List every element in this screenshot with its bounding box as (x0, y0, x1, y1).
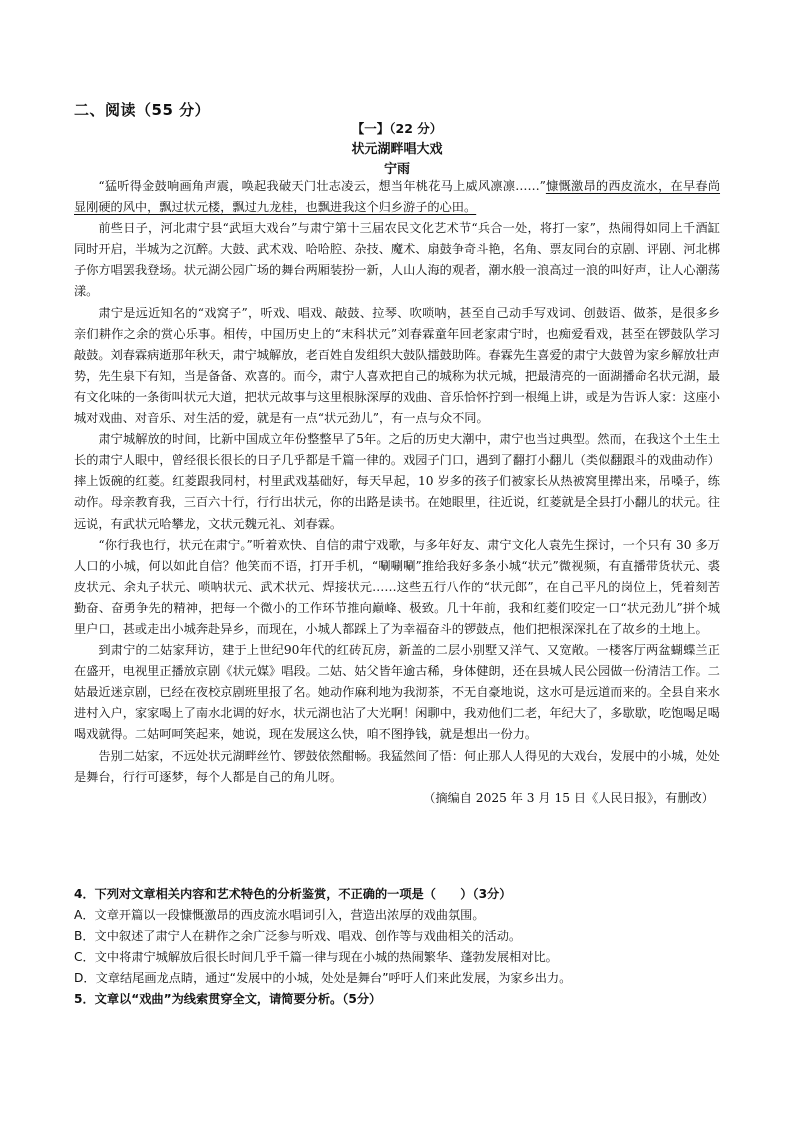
article-author: 宁雨 (383, 162, 410, 177)
article-paragraph: 告别二姑家，不远处状元湖畔丝竹、锣鼓依然酣畅。我猛然间了悟：何止那人人得见的大戏台，发展中的小城，处处是舞台，行行可逐梦，每个人都是自己的角儿呀。 (74, 748, 720, 784)
question-4: 4．下列对文章相关内容和艺术特色的分析鉴赏，不正确的一项是（ ）（3分） (74, 887, 512, 901)
source-note: （摘编自 2025 年 3 月 15 日《人民日报》，有删改） (423, 790, 714, 805)
part-label: 【一】（22 分） (351, 121, 443, 136)
option-d: D．文章结尾画龙点睛，通过“发展中的小城，处处是舞台”呼吁人们来此发展，为家乡出力。 (74, 971, 572, 985)
option-b: B．文中叙述了肃宁人在耕作之余广泛参与听戏、唱戏、创作等与戏曲相关的活动。 (74, 929, 522, 943)
article-paragraph: 到肃宁的二姑家拜访，建于上世纪90年代的红砖瓦房，新盖的二层小别墅又洋气、又宽敞。一楼客厅两盆蝴蝶兰正在盛开，电视里正播放京剧《状元媒》唱段。二姑、姑父皆年逾古稀，身体健朗，还在县城人民公园做一份清洁工作。二姑最近迷京剧，已经在夜校京剧班里报了名。她动作麻利地为我沏茶，不无自豪地说，这水可是远道而来的。全县自来水进村入户，家家喝上了南水北调的好水，状元湖也沾了大光啊！闲聊中，我劝他们二老，年纪大了，多歇歇，吃饱喝足喝喝戏就得。二姑呵呵笑起来，她说，现在发展这么快，咱不图挣钱，就是想出一份力。 (74, 643, 720, 742)
article-paragraph: 前些日子，河北肃宁县“武垣大戏台”与肃宁第十三届农民文化艺术节“兵合一处，将打一家”，热闹得如同上千酒缸同时开启，半城为之沉醉。大鼓、武术戏、哈哈腔、杂技、魔术、扇鼓争奇斗艳，名角、票友同台的京剧、评剧、河北梆子你方唱罢我登场。状元湖公园广场的舞台两厢装扮一新，人山人海的观者，潮水般一浪高过一浪的叫好声，让人心潮荡漾。 (74, 221, 720, 299)
article-body (74, 176, 720, 809)
question-list (74, 884, 734, 1010)
underlined-sentence: 慷慨激昂的西皮流水，在早春尚显刚硬的风中，飘过状元楼，飘过九龙桂，也飘进我这个归乡游子的心田。 (74, 179, 721, 215)
option-a: A．文章开篇以一段慷慨激昂的西皮流水唱词引入，营造出浓厚的戏曲氛围。 (74, 908, 485, 922)
option-c: C．文中将肃宁城解放后很长时间几乎千篇一律与现在小城的热闹繁华、蓬勃发展相对比。 (74, 950, 558, 964)
question-5: 5．文章以“戏曲”为线索贯穿全文，请简要分析。（5分） (74, 992, 382, 1006)
paragraph-intro-text: “猛听得金鼓响画角声震，唤起我破天门壮志凌云，想当年桃花马上威风凛凛……” (98, 179, 546, 193)
article-paragraph (74, 176, 720, 218)
article-paragraph: 肃宁是远近知名的“戏窝子”，听戏、唱戏、敲鼓、拉琴、吹唢呐，甚至自己动手写戏词、创鼓语、做茶，是很多乡亲们耕作之余的赏心乐事。相传，中国历史上的“末科状元”刘春霖童年回老家肃宁时，也痴爱看戏，甚至在锣鼓队学习敲鼓。刘春霖病逝那年秋天，肃宁城解放，老百姓自发组织大鼓队擂鼓助阵。春霖先生喜爱的肃宁大鼓曾为家乡解放壮声势，先生泉下有知，当是备备、欢喜的。而今，肃宁人喜欢把自己的城称为状元城，把最清亮的一面湖播命名状元湖，最有文化味的一条街叫状元大道，把状元故事与这里根脉深厚的戏曲、音乐恰怀拧到一根绳上讲，或是为告诉人家：这座小城对戏曲、对音乐、对生活的爱，就是有一点“状元劲儿”，有一点与众不同。 (74, 305, 720, 426)
article-paragraph: 肃宁城解放的时间，比新中国成立年份整整早了5年。之后的历史大潮中，肃宁也当过典型。然而，在我这个土生土长的肃宁人眼中，曾经很长很长的日子几乎都是千篇一律的。戏园子门口，遇到了翻打小翻儿（类似翻跟斗的戏曲动作）摔上饭碗的红菱。红菱跟我同村，村里武戏基础好，每天早起，10 岁多的孩子们被家长从热被窝里撵出来，吊嗓子，练动作。母亲教育我，三百六十行，行行出状元，你的出路是读书。在她眼里，往近说，红菱就是全县打小翻儿的状元。往远说，有武状元哈攀龙，文状元魏元礼、刘春霖。 (74, 432, 720, 531)
section-heading: 二、阅读（55 分） (74, 101, 211, 119)
article-title: 状元湖畔唱大戏 (351, 142, 443, 157)
article-paragraph: “你行我也行，状元在肃宁。”听着欢快、自信的肃宁戏歌，与多年好友、肃宁文化人袁先生探讨，一个只有 30 多万人口的小城，何以如此自信？他笑而不语，打开手机，“唰唰唰”推给我好多条小城“状元”微视频，有直播带货状元、裘皮状元、余丸子状元、唢呐状元、武术状元、焊接状元……这些五行八作的“状元郎”，在自己平凡的岗位上，凭着刻苦勤奋、奋勇争先的精神，把每一个微小的工作环节推向巅峰、极致。几十年前，我和红菱们咬定一口“状元劲儿”拼个城里户口，甚或走出小城奔赴异乡，而现在，小城人都踩上了为幸福奋斗的锣鼓点，他们把根深深扎在了故乡的土地上。 (74, 537, 720, 636)
